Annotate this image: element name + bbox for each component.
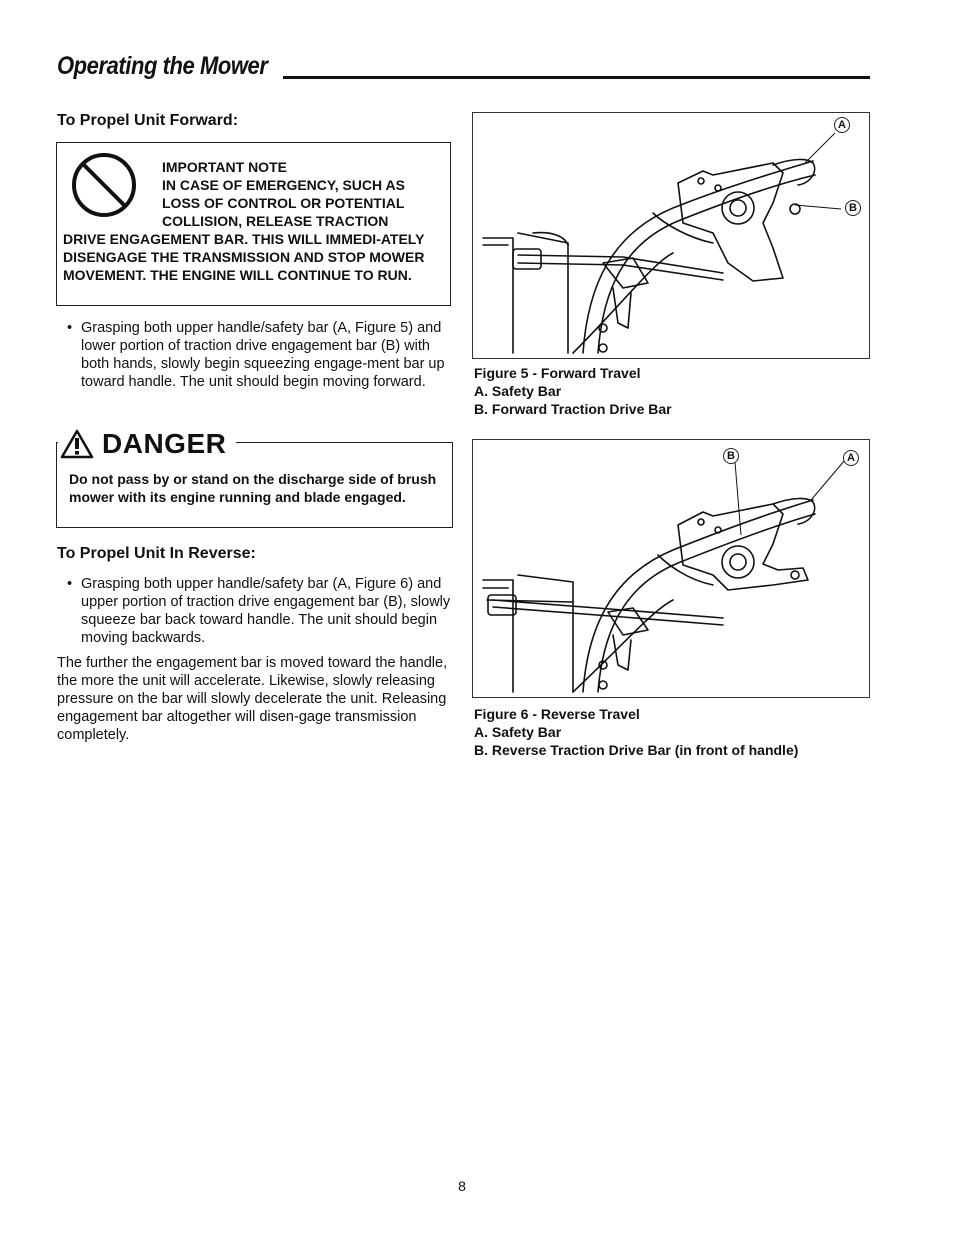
forward-heading: To Propel Unit Forward:: [57, 112, 239, 129]
note-line-1: IN CASE OF EMERGENCY, SUCH AS: [162, 177, 405, 193]
figure-5-caption-block: [474, 364, 672, 418]
figure-5-illustration: [472, 112, 870, 359]
callout-b: B: [723, 448, 739, 464]
prohibition-icon: [70, 151, 138, 219]
figure-6-caption-block: [474, 705, 798, 759]
note-title: IMPORTANT NOTE: [162, 159, 287, 175]
warning-triangle-icon: [60, 429, 94, 459]
callout-a: A: [843, 450, 859, 466]
reverse-paragraph: The further the engagement bar is moved toward the handle, the more the unit will accelerate. Likewise, slowly releasing pressure on the bar will slowly decelerate the unit. Releasing engagement bar altogether will disen-gage transmission completely.: [57, 655, 448, 743]
figure-5-item-b: B. Forward Traction Drive Bar: [474, 401, 672, 417]
figure-6-illustration: [472, 439, 870, 698]
note-line-3: COLLISION, RELEASE TRACTION: [162, 213, 389, 229]
title-rule: [283, 76, 870, 79]
note-intro: [162, 176, 405, 230]
callout-a: A: [834, 117, 850, 133]
reverse-bullet-text: Grasping both upper handle/safety bar (A, Figure 6) and upper portion of traction drive engagement bar (B), slowly squeeze bar back toward handle. The unit should begin moving backwards.: [81, 576, 451, 646]
forward-travel-drawing: [473, 113, 869, 358]
figure-6-item-a: A. Safety Bar: [474, 724, 562, 740]
forward-bullet-text: Grasping both upper handle/safety bar (A, Figure 5) and lower portion of traction drive engagement bar (B) with both hands, slowly begin squeezing engage-ment bar up toward handle. The unit should begin moving forward.: [81, 320, 445, 390]
reverse-travel-drawing: [473, 440, 869, 697]
figure-6-item-b: B. Reverse Traction Drive Bar (in front of handle): [474, 742, 799, 758]
danger-label: DANGER: [102, 428, 227, 459]
note-line-2: LOSS OF CONTROL OR POTENTIAL: [162, 195, 405, 211]
figure-5-caption: Figure 5 - Forward Travel: [474, 365, 641, 381]
figure-6-caption: Figure 6 - Reverse Travel: [474, 706, 640, 722]
figure-5-item-a: A. Safety Bar: [474, 383, 562, 399]
page-title: Operating the Mower: [57, 52, 268, 80]
danger-text: Do not pass by or stand on the discharge side of brush mower with its engine running and blade engaged.: [69, 471, 437, 505]
danger-header: [58, 425, 236, 463]
important-note-box: [56, 142, 451, 306]
reverse-bullet: [57, 575, 455, 647]
page-number: 8: [458, 1178, 466, 1194]
bullet-dot: •: [67, 576, 73, 592]
reverse-heading: To Propel Unit In Reverse:: [57, 545, 256, 562]
note-body: DRIVE ENGAGEMENT BAR. THIS WILL IMMEDI-ATELY DISENGAGE THE TRANSMISSION AND STOP MOWER MOVEMENT. THE ENGINE WILL CONTINUE TO RUN.: [63, 231, 425, 283]
bullet-dot: •: [67, 320, 73, 336]
forward-bullet: [57, 319, 455, 391]
callout-b: B: [845, 200, 861, 216]
